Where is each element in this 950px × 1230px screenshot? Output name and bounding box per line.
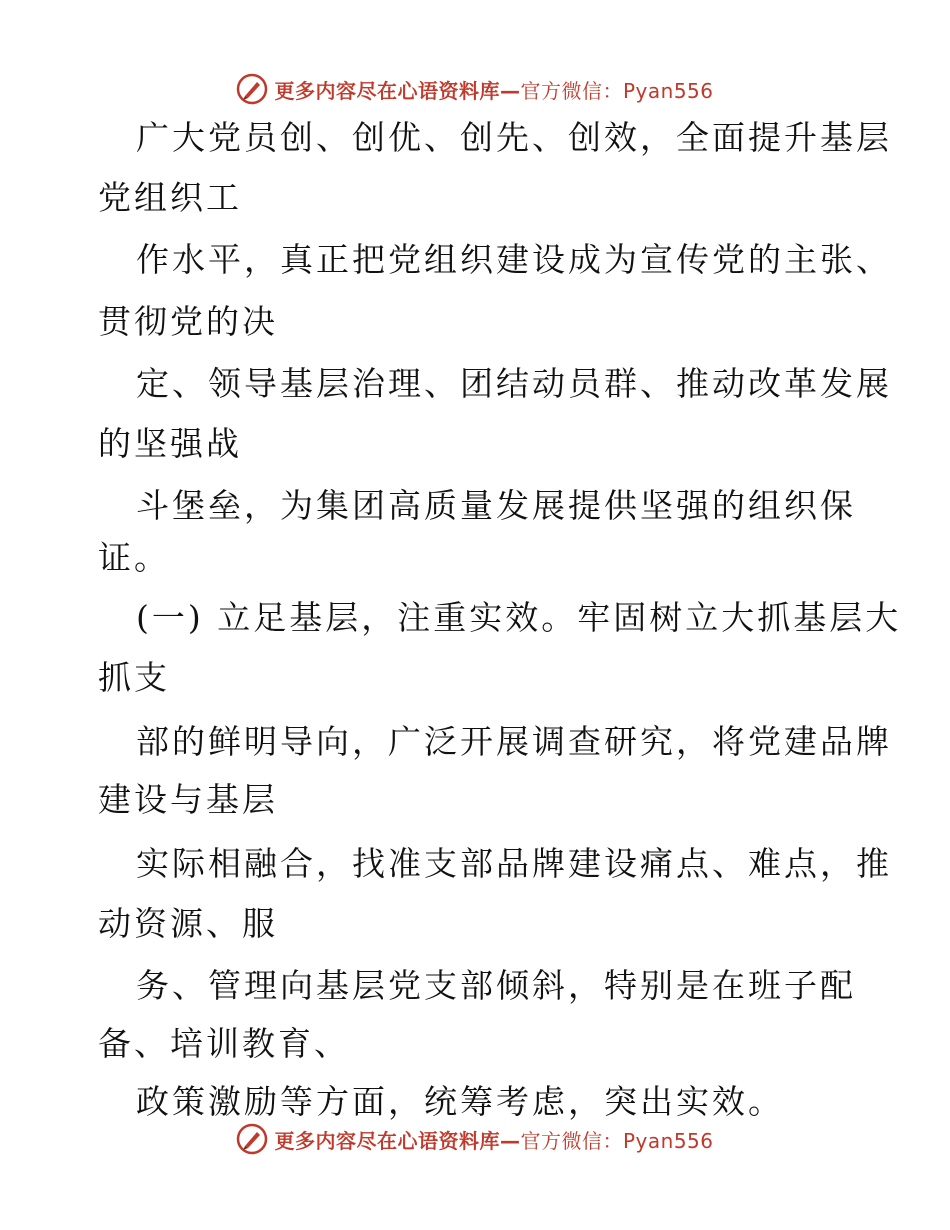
text-line: 务、管理向基层党支部倾斜，特别是在班子配: [136, 966, 856, 1005]
watermark-text: [274, 75, 713, 104]
text-line: 广大党员创、创优、创先、创效，全面提升基层: [136, 118, 892, 157]
watermark-text: [274, 1125, 713, 1154]
footer-watermark: [0, 1123, 950, 1155]
text-line: 备、培训教育、: [98, 1024, 350, 1063]
text-line: 建设与基层: [98, 780, 278, 819]
text-line: 贯彻党的决: [98, 302, 278, 341]
text-line: 的坚强战: [98, 424, 242, 463]
watermark-brand: 更多内容尽在心语资料库: [274, 1128, 500, 1153]
text-line: 党组织工: [98, 178, 242, 217]
watermark-official-label: 官方微信：: [520, 78, 623, 103]
watermark-brand: 更多内容尽在心语资料库: [274, 78, 500, 103]
text-line: 部的鲜明导向，广泛开展调查研究，将党建品牌: [136, 722, 892, 761]
header-watermark: [0, 73, 950, 105]
watermark-wechat-id: Pyan556: [622, 78, 714, 103]
text-line: (一) 立足基层，注重实效。牢固树立大抓基层大: [136, 598, 902, 637]
text-line: 实际相融合，找准支部品牌建设痛点、难点，推: [136, 844, 892, 883]
text-line: 定、领导基层治理、团结动员群、推动改革发展: [136, 364, 892, 403]
watermark-dash: —: [499, 1128, 521, 1153]
text-line: 动资源、服: [98, 904, 278, 943]
text-line: 政策激励等方面，统筹考虑，突出实效。: [136, 1082, 784, 1121]
text-line: 抓支: [98, 658, 170, 697]
quill-pen-logo-icon: [236, 1123, 268, 1155]
watermark-official-label: 官方微信：: [520, 1128, 623, 1153]
document-body: [0, 118, 950, 1121]
watermark-dash: —: [499, 78, 521, 103]
text-line: 斗堡垒，为集团高质量发展提供坚强的组织保: [136, 486, 856, 525]
text-line: 作水平，真正把党组织建设成为宣传党的主张、: [136, 240, 892, 279]
text-line: 证。: [98, 538, 170, 577]
quill-pen-logo-icon: [236, 73, 268, 105]
watermark-wechat-id: Pyan556: [622, 1128, 714, 1153]
